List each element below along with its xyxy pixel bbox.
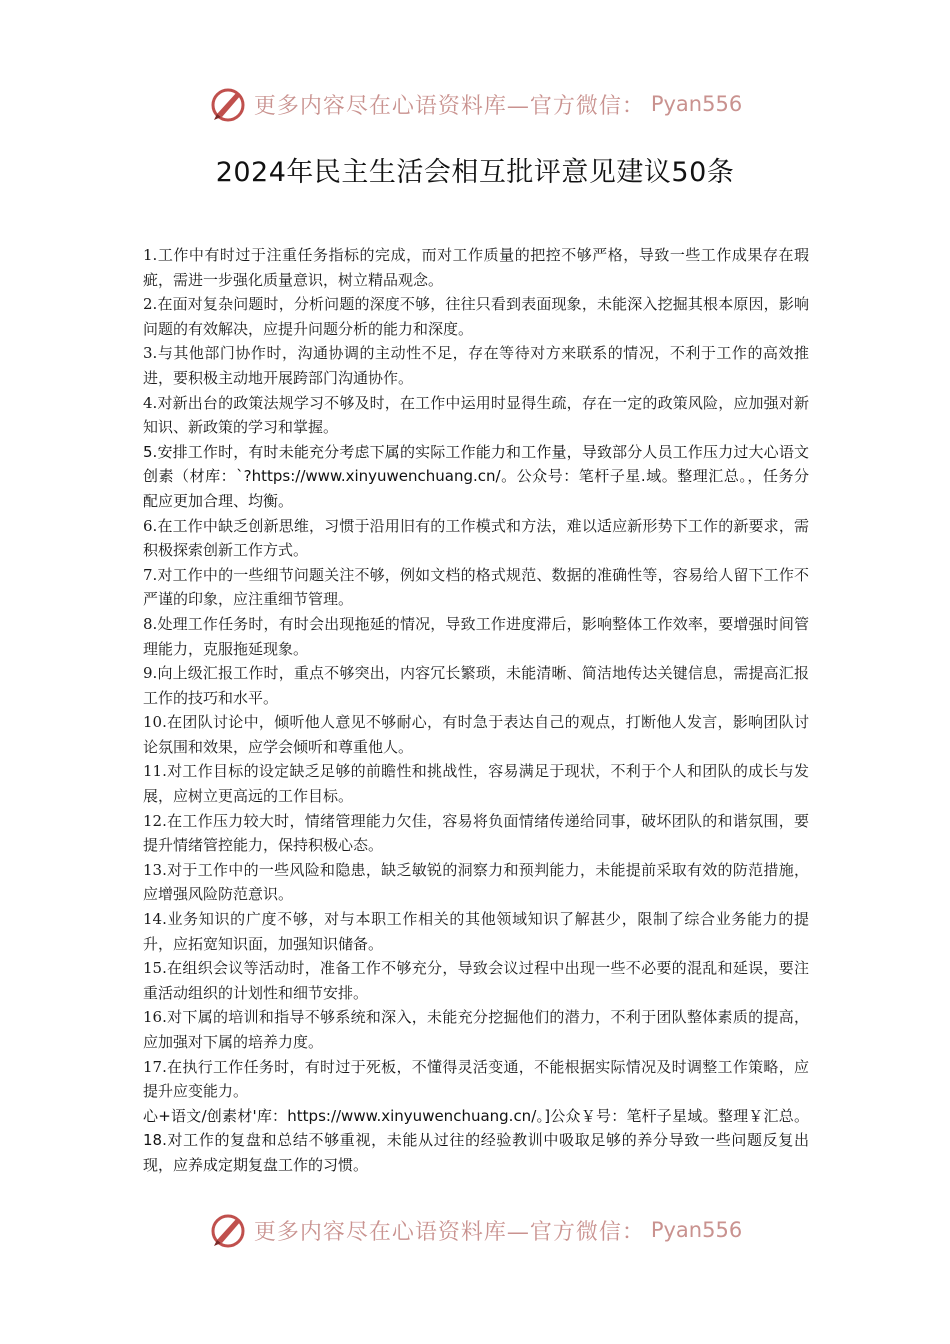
paragraph-12: 12.在工作压力较大时，情绪管理能力欠佳，容易将负面情绪传递给同事，破坏团队的和谐氛围，要提升情绪管控能力，保持积极心态。 — [143, 811, 809, 855]
paragraph-13: 13.对于工作中的一些风险和隐患，缺乏敏锐的洞察力和预判能力，未能提前采取有效的防范措施，应增强风险防范意识。 — [143, 860, 809, 904]
paragraph-14: 14.业务知识的广度不够，对与本职工作相关的其他领域知识了解甚少，限制了综合业务能力的提升，应拓宽知识面，加强知识储备。 — [143, 910, 809, 953]
banner-text: 更多内容尽在心语资料库—官方微信： — [253, 93, 645, 119]
banner-text: 更多内容尽在心语资料库—官方微信： — [253, 1219, 645, 1245]
paragraph-6: 6.在工作中缺乏创新思维，习惯于沿用旧有的工作模式和方法，难以适应新形势下工作的新要求，需积极探索创新工作方式。 — [143, 516, 809, 560]
document-title: 2024年民主生活会相互批评意见建议50条 — [215, 157, 735, 188]
paragraph-2: 2.在面对复杂问题时，分析问题的深度不够，往往只看到表面现象，未能深入挖掘其根本原因，影响问题的有效解决，应提升问题分析的能力和深度。 — [143, 295, 809, 338]
paragraph-11: 11.对工作目标的设定缺乏足够的前瞻性和挑战性，容易满足于现状，不利于个人和团队的成长与发展，应树立更高远的工作目标。 — [143, 762, 809, 806]
paragraph-18: 心+语文/创素材'库：https://www.xinyuwenchuang.cn/。]公众￥号：笔杆子星域。整理￥汇总。18.对工作的复盘和总结不够重视，未能从过往的经验教训中吸取足够的养分导致一些问题反复出现，应养成定期复盘工作的习惯。 — [143, 1106, 809, 1174]
paragraph-4: 4.对新出台的政策法规学习不够及时，在工作中运用时显得生疏，存在一定的政策风险，应加强对新知识、新政策的学习和掌握。 — [143, 393, 809, 437]
paragraph-17: 17.在执行工作任务时，有时过于死板，不懂得灵活变通，不能根据实际情况及时调整工作策略，应提升应变能力。 — [143, 1057, 809, 1101]
pen-circle-logo-icon — [208, 1210, 248, 1250]
paragraph-1: 1.工作中有时过于注重任务指标的完成，而对工作质量的把控不够严格，导致一些工作成果存在瑕疵，需进一步强化质量意识，树立精品观念。 — [143, 246, 809, 289]
paragraph-10: 10.在团队讨论中，倾听他人意见不够耐心，有时急于表达自己的观点，打断他人发言，影响团队讨论氛围和效果，应学会倾听和尊重他人。 — [143, 713, 809, 756]
paragraph-9: 9.向上级汇报工作时，重点不够突出，内容冗长繁琐，未能清晰、简洁地传达关键信息，需提高汇报工作的技巧和水平。 — [143, 664, 809, 707]
paragraph-8: 8.处理工作任务时，有时会出现拖延的情况，导致工作进度滞后，影响整体工作效率，要增强时间管理能力，克服拖延现象。 — [143, 614, 809, 658]
banner-wechat-id: Pyan556 — [650, 92, 743, 116]
banner-wechat-id: Pyan556 — [650, 1218, 743, 1242]
pen-circle-logo-icon — [208, 84, 248, 124]
paragraph-5: 5.安排工作时，有时未能充分考虑下属的实际工作能力和工作量，导致部分人员工作压力过大心语文创素（材库：`?https://www.xinyuwenchuang.cn/。公众号：笔杆子星.域。整理汇总。，任务分配应更加合理、均衡。 — [143, 442, 809, 510]
paragraph-16: 16.对下属的培训和指导不够系统和深入，未能充分挖掘他们的潜力，不利于团队整体素质的提高，应加强对下属的培养力度。 — [143, 1008, 809, 1051]
document-body — [143, 243, 809, 1178]
footer-banner — [0, 1206, 950, 1254]
paragraph-3: 3.与其他部门协作时，沟通协调的主动性不足，存在等待对方来联系的情况，不利于工作的高效推进，要积极主动地开展跨部门沟通协作。 — [143, 344, 809, 387]
header-banner — [0, 80, 950, 128]
paragraph-15: 15.在组织会议等活动时，准备工作不够充分，导致会议过程中出现一些不必要的混乱和延误，要注重活动组织的计划性和细节安排。 — [143, 959, 809, 1002]
paragraph-7: 7.对工作中的一些细节问题关注不够，例如文档的格式规范、数据的准确性等，容易给人留下工作不严谨的印象，应注重细节管理。 — [143, 565, 809, 609]
